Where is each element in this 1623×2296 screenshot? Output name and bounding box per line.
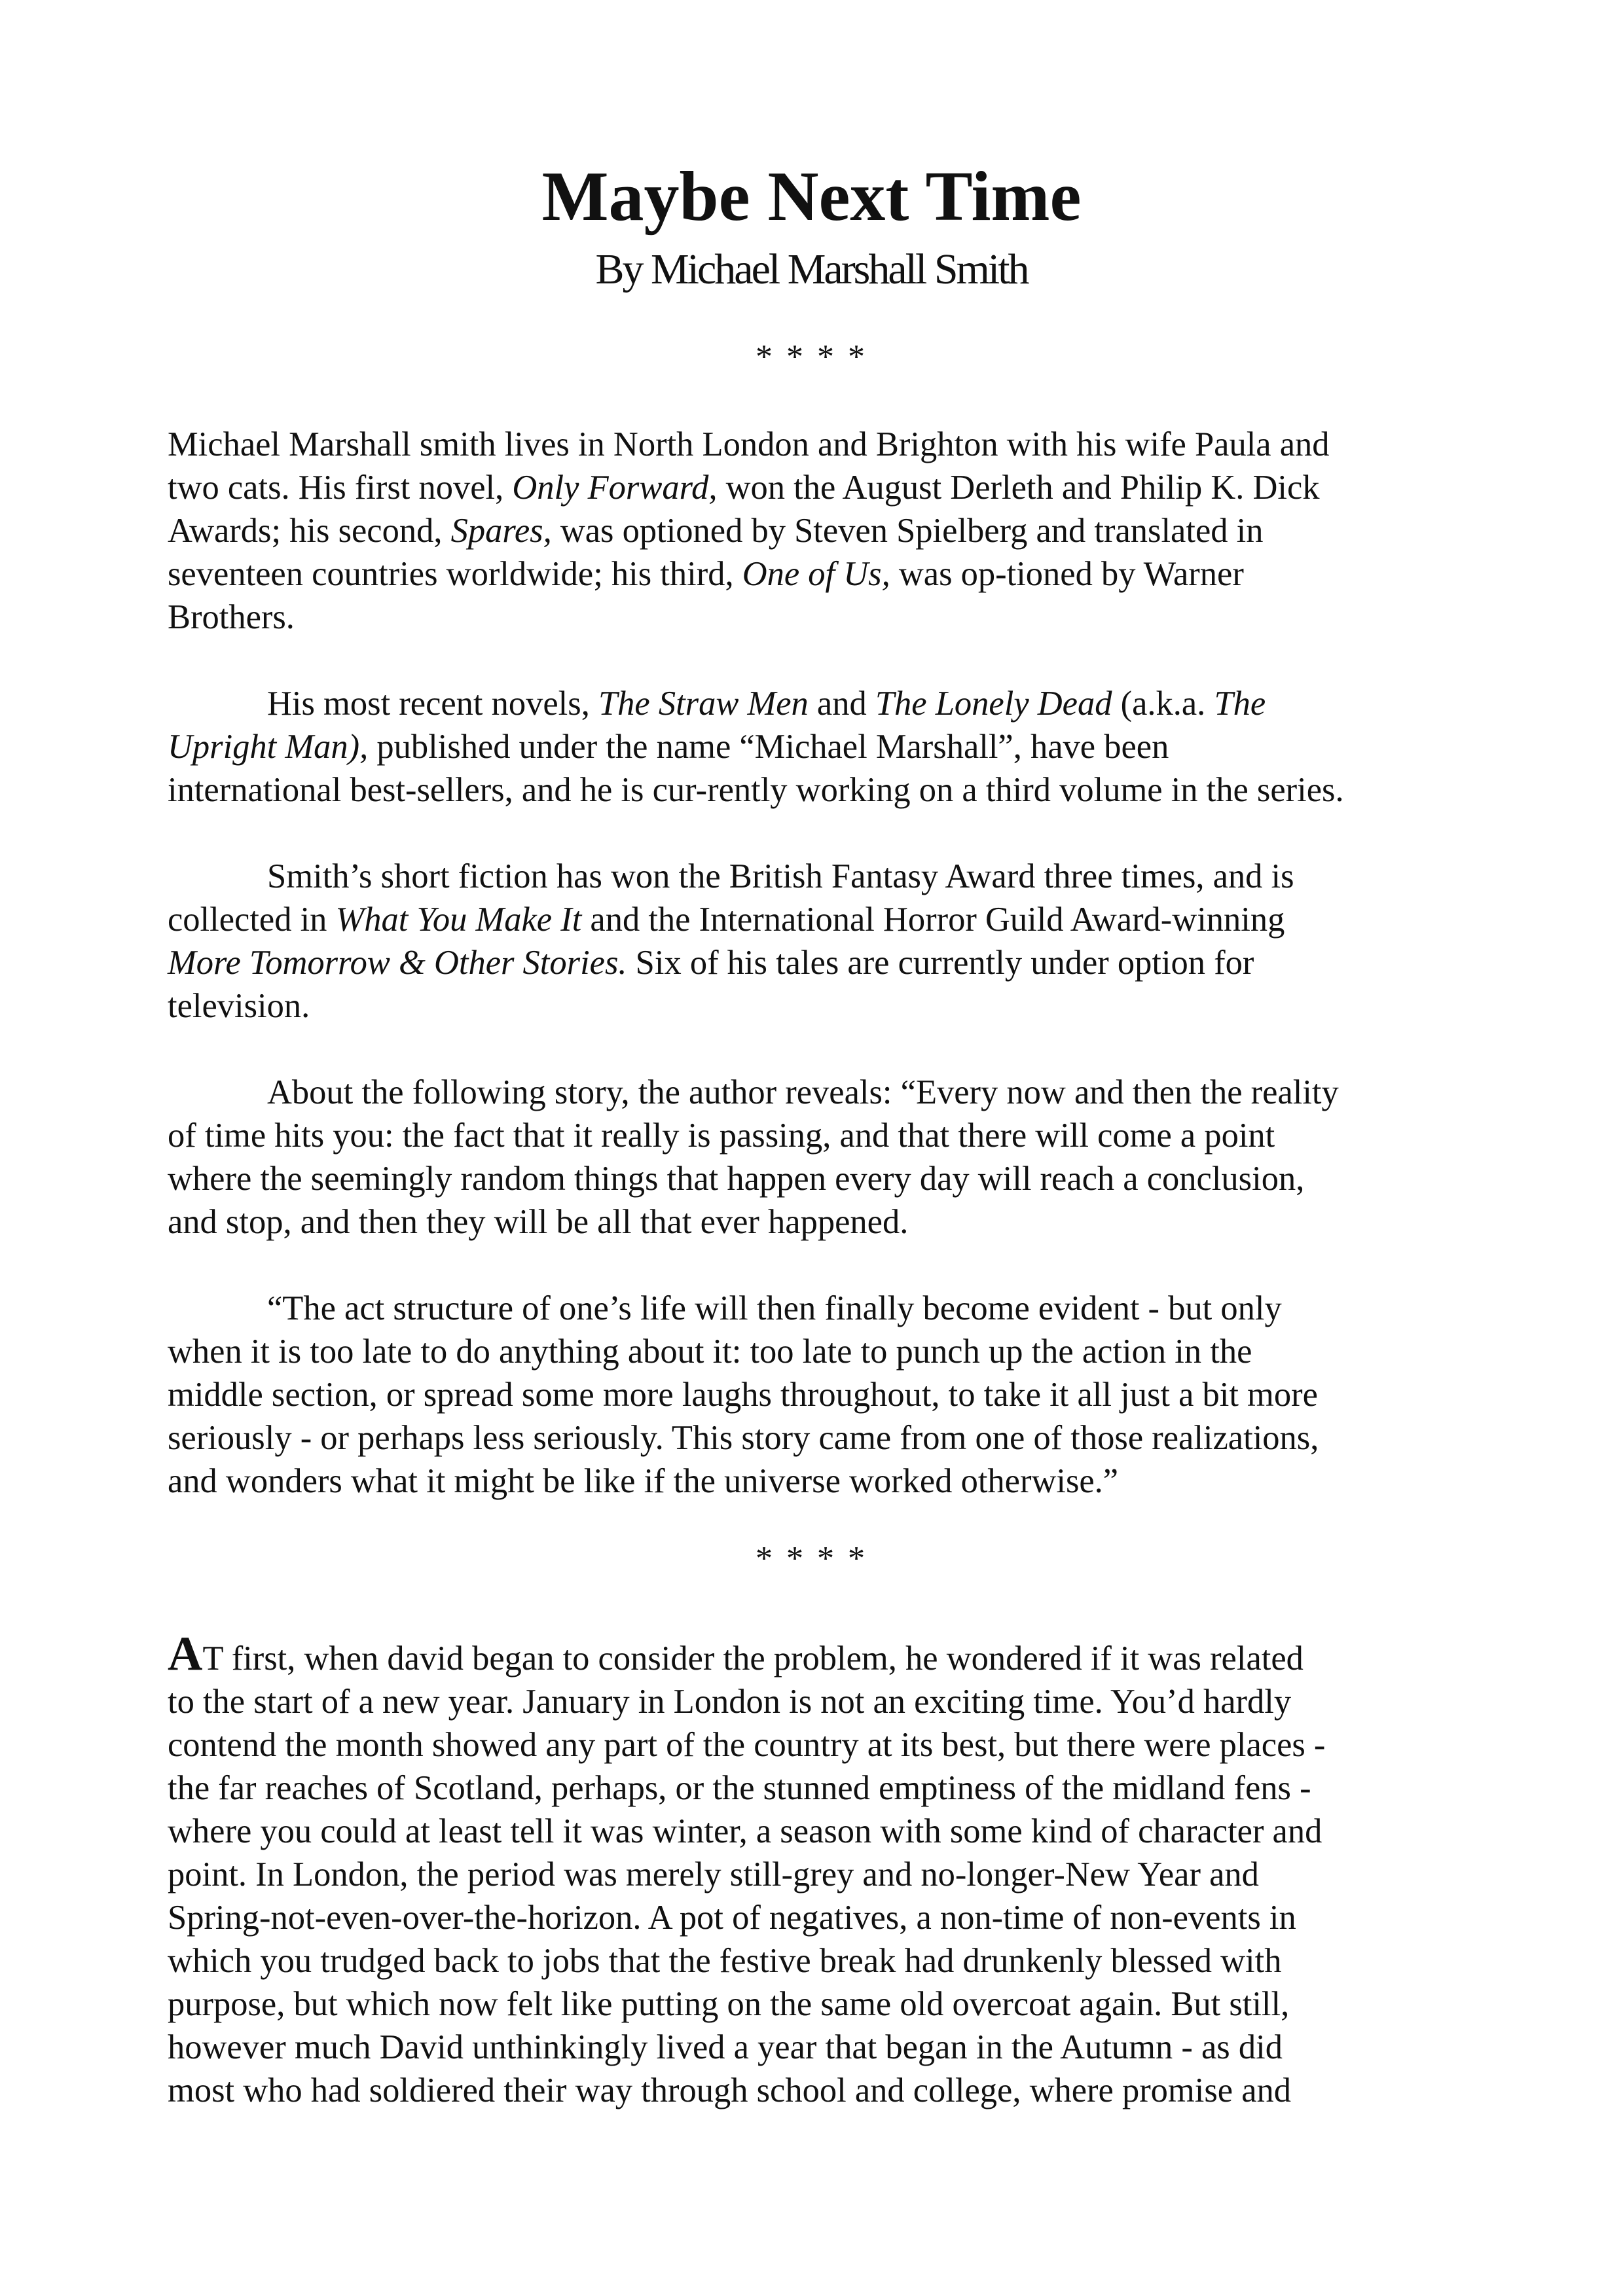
text-line: where the seemingly random things that happen every day will reach a conclusion, bbox=[168, 1160, 1305, 1198]
text-line: and stop, and then they will be all that ever happened. bbox=[168, 1203, 909, 1241]
book-title: Spares, bbox=[450, 512, 552, 550]
text-line: Smith’s short fiction has won the British Fantasy Award three times, and is bbox=[267, 857, 1294, 895]
book-title: Upright Man), bbox=[168, 728, 369, 766]
book-title: The Lonely Dead bbox=[875, 685, 1112, 723]
book-title: Only Forward, bbox=[512, 469, 718, 507]
text-line: however much David unthinkingly lived a year that began in the Autumn - as did bbox=[168, 2028, 1283, 2066]
author-byline: By Michael Marshall Smith bbox=[595, 245, 1028, 293]
bio-paragraph-4 bbox=[168, 1071, 1477, 1244]
text-line: most who had soldiered their way through school and college, where promise and bbox=[168, 2072, 1292, 2109]
text-line: middle section, or spread some more laughs throughout, to take it all just a bit more bbox=[168, 1376, 1318, 1414]
text-line: contend the month showed any part of the country at its best, but there were places - bbox=[168, 1726, 1326, 1764]
text-line: two cats. His first novel, Only Forward, won the August Derleth and Philip K. Dick bbox=[168, 469, 1320, 507]
book-title: One of Us, bbox=[742, 555, 890, 593]
text-line: Michael Marshall smith lives in North London and Brighton with his wife Paula and bbox=[168, 425, 1330, 463]
section-separator-top: * * * * bbox=[756, 338, 867, 376]
book-title: The Straw Men bbox=[598, 685, 809, 723]
story-text bbox=[168, 1627, 1477, 2155]
author-bio bbox=[168, 423, 1477, 1546]
story-paragraph-1 bbox=[168, 1627, 1477, 2112]
text-line: seriously - or perhaps less seriously. This story came from one of those realizations, bbox=[168, 1419, 1319, 1457]
text-line: and wonders what it might be like if the universe worked otherwise.” bbox=[168, 1462, 1119, 1500]
bio-paragraph-3 bbox=[168, 855, 1477, 1028]
text-line: television. bbox=[168, 987, 310, 1025]
text-line: purpose, but which now felt like putting on the same old overcoat again. But still, bbox=[168, 1985, 1290, 2023]
bio-paragraph-1 bbox=[168, 423, 1477, 639]
text-line: when it is too late to do anything about it: too late to punch up the action in the bbox=[168, 1333, 1252, 1371]
text-line: Awards; his second, Spares, was optioned by Steven Spielberg and translated in bbox=[168, 512, 1264, 550]
text-line: Upright Man), published under the name “Michael Marshall”, have been bbox=[168, 728, 1169, 766]
book-title: More Tomorrow & Other Stories. bbox=[168, 944, 627, 982]
text-line: to the start of a new year. January in London is not an exciting time. You’d hardly bbox=[168, 1683, 1292, 1721]
text-line: Spring-not-even-over-the-horizon. A pot of negatives, a non-time of non-events in bbox=[168, 1899, 1296, 1937]
book-title: The bbox=[1214, 685, 1266, 723]
bio-paragraph-2 bbox=[168, 682, 1477, 812]
text-line: His most recent novels, The Straw Men and The Lonely Dead (a.k.a. The bbox=[267, 685, 1266, 723]
text-line: point. In London, the period was merely still-grey and no-longer-New Year and bbox=[168, 1856, 1259, 1893]
text-line: Brothers. bbox=[168, 598, 295, 636]
section-separator-bottom: * * * * bbox=[756, 1540, 867, 1577]
text-line: About the following story, the author reveals: “Every now and then the reality bbox=[267, 1073, 1339, 1111]
story-title: Maybe Next Time bbox=[541, 158, 1082, 236]
text-line: which you trudged back to jobs that the festive break had drunkenly blessed with bbox=[168, 1942, 1282, 1980]
text-line: collected in What You Make It and the International Horror Guild Award-winning bbox=[168, 901, 1285, 939]
text-line: seventeen countries worldwide; his third, One of Us, was op-tioned by Warner bbox=[168, 555, 1244, 593]
text-line: the far reaches of Scotland, perhaps, or the stunned emptiness of the midland fens - bbox=[168, 1769, 1311, 1807]
text-line: AT first, when david began to consider the problem, he wondered if it was related bbox=[168, 1627, 1304, 1681]
book-title: What You Make It bbox=[335, 901, 582, 939]
text-line: international best-sellers, and he is cur-rently working on a third volume in the series. bbox=[168, 771, 1344, 809]
bio-paragraph-5 bbox=[168, 1287, 1477, 1503]
text-line: where you could at least tell it was winter, a season with some kind of character and bbox=[168, 1812, 1322, 1850]
text-line: of time hits you: the fact that it really is passing, and that there will come a point bbox=[168, 1117, 1275, 1155]
drop-cap: A bbox=[168, 1627, 203, 1681]
text-line: More Tomorrow & Other Stories. Six of his tales are currently under option for bbox=[168, 944, 1254, 982]
text-line: “The act structure of one’s life will then finally become evident - but only bbox=[267, 1289, 1282, 1327]
